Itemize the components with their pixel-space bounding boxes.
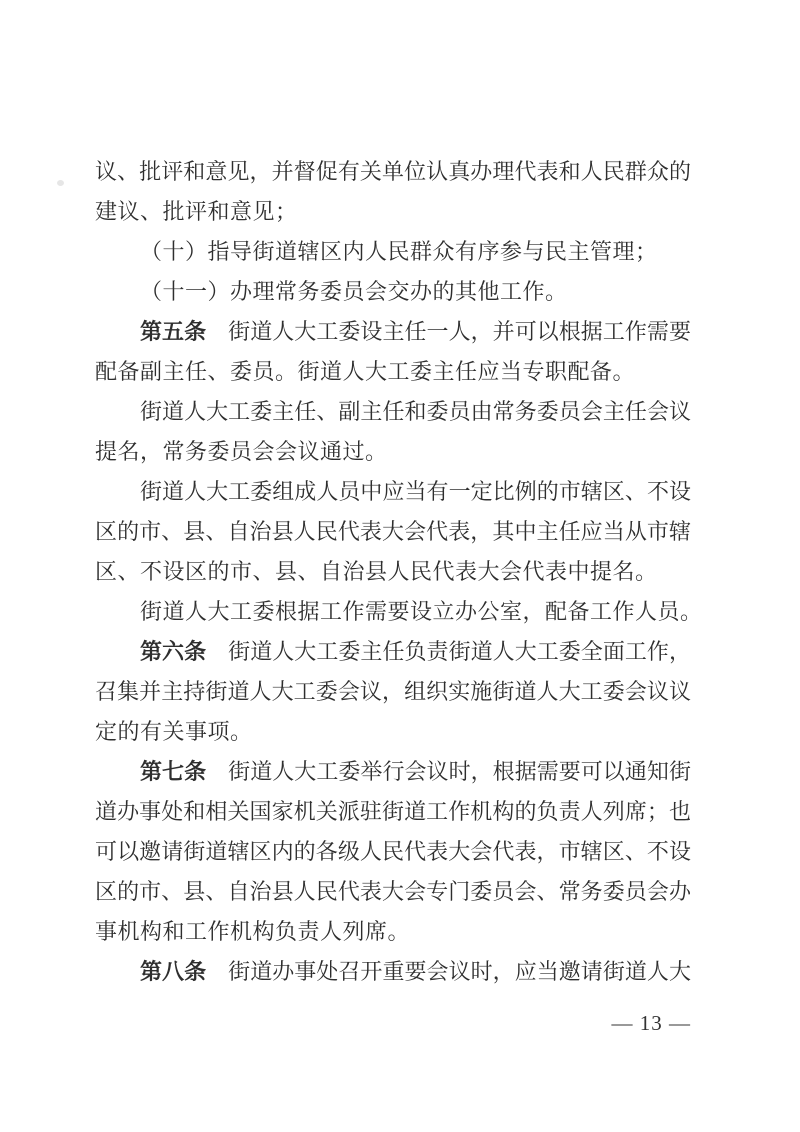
body-text: 配备副主任、委员。街道人大工委主任应当专职配备。 [95,359,636,384]
body-text: （十一）办理常务委员会交办的其他工作。 [140,279,568,304]
text-line [95,752,691,792]
text-line [95,152,691,192]
body-text: 街道办事处召开重要会议时，应当邀请街道人大 [206,959,691,984]
body-text: 区、不设区的市、县、自治县人民代表大会代表中提名。 [95,559,658,584]
article-number: 第八条 [140,959,207,984]
body-text: 街道人大工委举行会议时，根据需要可以通知街 [206,759,691,784]
page-number: — 13 — [611,1011,691,1035]
text-line [95,512,691,552]
text-line [95,392,691,432]
body-text: 可以邀请街道辖区内的各级人民代表大会代表，市辖区、不设 [95,839,691,864]
scan-speck [57,180,64,186]
text-line [95,592,703,632]
body-text: 区的市、县、自治县人民代表大会代表，其中主任应当从市辖 [95,519,691,544]
text-line [95,632,691,672]
text-line [95,672,691,712]
text-line [95,872,691,912]
article-number: 第七条 [140,759,207,784]
body-text: 议、批评和意见，并督促有关单位认真办理代表和人民群众的 [95,159,691,184]
article-number: 第六条 [140,639,207,664]
body-text: 事机构和工作机构负责人列席。 [95,919,411,944]
body-text: 提名，常务委员会会议通过。 [95,439,388,464]
text-line [95,472,691,512]
text-line [95,432,691,472]
text-line [95,192,691,232]
article-number: 第五条 [140,319,207,344]
body-text: 召集并主持街道人大工委会议，组织实施街道人大工委会议议 [95,679,691,704]
body-text: 街道人大工委设主任一人，并可以根据工作需要 [206,319,691,344]
text-line [95,952,691,992]
body-text: 街道人大工委主任、副主任和委员由常务委员会主任会议 [140,399,691,424]
text-line [95,832,691,872]
text-line [95,352,691,392]
document-body [95,152,703,992]
text-line [95,272,691,312]
body-text: 建议、批评和意见； [95,199,298,224]
body-text: 街道人大工委组成人员中应当有一定比例的市辖区、不设 [140,479,691,504]
text-line [95,232,691,272]
body-text: 定的有关事项。 [95,719,253,744]
text-line [95,552,691,592]
text-line [95,312,691,352]
text-line [95,712,691,752]
body-text: 街道人大工委根据工作需要设立办公室，配备工作人员。 [140,599,703,624]
body-text: 道办事处和相关国家机关派驻街道工作机构的负责人列席；也 [95,799,691,824]
body-text: 区的市、县、自治县人民代表大会专门委员会、常务委员会办 [95,879,691,904]
text-line [95,912,691,952]
body-text: （十）指导街道辖区内人民群众有序参与民主管理； [140,239,658,264]
body-text: 街道人大工委主任负责街道人大工委全面工作， [206,639,691,664]
text-line [95,792,691,832]
